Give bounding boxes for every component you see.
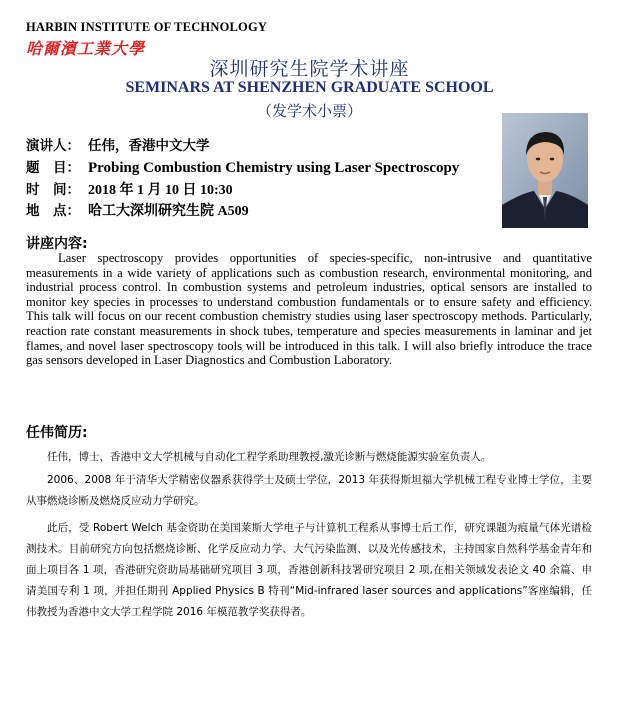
abstract-heading: 讲座内容: bbox=[26, 236, 88, 252]
place-value: 哈工大深圳研究生院 A509 bbox=[88, 204, 249, 219]
place-label: 地 点： bbox=[26, 203, 80, 219]
bio-paragraph-1: 任伟，博士，香港中文大学机械与自动化工程学系助理教授,激光诊断与燃烧能源实验室负责人。 bbox=[47, 451, 492, 463]
time-row bbox=[26, 178, 233, 199]
speaker-label: 演讲人： bbox=[26, 138, 80, 154]
abstract-text bbox=[26, 251, 592, 368]
institution-logo-cn: 哈爾濱工業大學 bbox=[26, 39, 146, 58]
place-row bbox=[26, 199, 249, 220]
time-value: 2018 年 1 月 10 日 10:30 bbox=[88, 183, 233, 198]
bio-paragraph-3: 此后，受 Robert Welch 基金资助在美国莱斯大学电子与计算机工程系从事博士后工作，研究课题为痕量气体光谱检测技术。目前研究方向包括燃烧诊断、化学反应动力学、大气污染监测、以及光传感技术，主持国家自然科学基金青年和面上项目各 1 项，香港研究资助局基础研究项目 3 项，香港创新科技署研究项目 2 项,在相关领域发表论文 40 余篇、申请美国专利 1 项，并担任期刊 Applied Physics B 特刊“Mid-infrared laser sources and applications”客座编辑，任伟教授为香港中文大学工程学院 2016 年模范教学奖获得者。 bbox=[26, 522, 592, 618]
time-label: 时 间： bbox=[26, 182, 80, 198]
speaker-portrait-image bbox=[502, 113, 588, 228]
speaker-row bbox=[26, 134, 210, 155]
topic-label: 题 目： bbox=[26, 160, 80, 176]
seminar-title-cn: 深圳研究生院学术讲座 bbox=[209, 58, 410, 80]
seminar-subtitle: （发学术小票） bbox=[256, 102, 362, 120]
bio-heading: 任伟简历: bbox=[26, 425, 88, 441]
topic-row bbox=[26, 156, 459, 177]
bio-paragraph-2: 2006、2008 年于清华大学精密仪器系获得学士及硕士学位，2013 年获得斯坦福大学机械工程专业博士学位，主要从事燃烧诊断及燃烧反应动力学研究。 bbox=[26, 474, 592, 507]
topic-value: Probing Combustion Chemistry using Laser Spectroscopy bbox=[88, 160, 460, 176]
abstract-body: Laser spectroscopy provides opportunities of species-specific, non-intrusive and quantitative measurements in a wide variety of applications such as combustion research, environmental monitoring, and industrial process control. In combustion systems and petroleum industries, optical sensors are installed to monitor key species in processes to understand combustion fundamentals or to ensure safety and efficiency. This talk will focus on our recent combustion chemistry studies using laser spectroscopy methods. Particularly, reaction rate constant measurements in shock tubes, temperature and species measurements in laminar and jet flames, and novel laser spectroscopy tools will be introduced in this talk. I will also briefly introduce the trace gas sensors developed in Laser Diagnostics and Combustion Laboratory. bbox=[26, 251, 592, 368]
seminar-title-en: SEMINARS AT SHENZHEN GRADUATE SCHOOL bbox=[125, 79, 494, 96]
speaker-photo bbox=[502, 113, 588, 228]
speaker-value: 任伟，香港中文大学 bbox=[88, 138, 210, 154]
institution-name-en: HARBIN INSTITUTE OF TECHNOLOGY bbox=[26, 20, 268, 34]
